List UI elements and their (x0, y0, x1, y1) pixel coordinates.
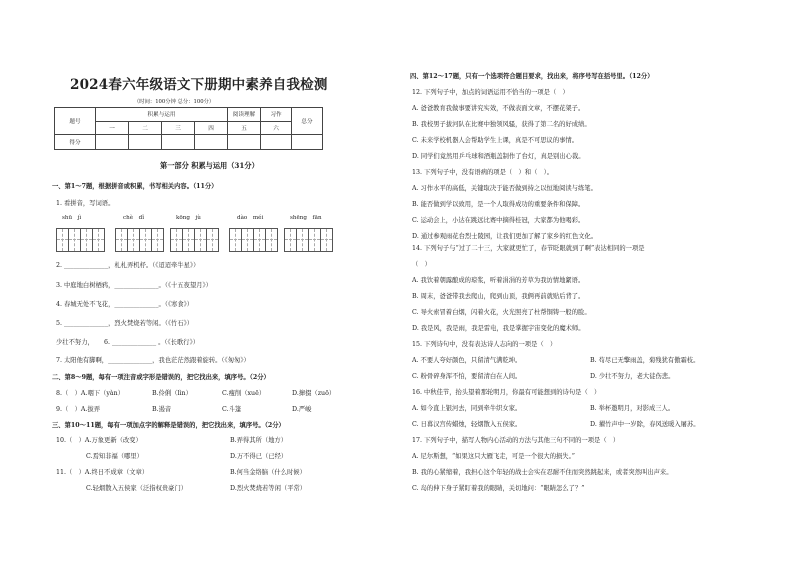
q8-prompt: 8.（ ）A.咽下（yàn） (56, 390, 125, 397)
question-7: 7. 太阳他有脚啊，______________，我也茫茫然跟着旋转。（《匆匆》） (56, 357, 250, 364)
score-header-total: 总分 (292, 108, 323, 135)
q8-option-b: B.伶俐（lìn） (152, 390, 192, 397)
q8-option-d: D.撺掇（zuō） (292, 390, 336, 397)
writing-grid-2[interactable] (115, 228, 164, 252)
score-cell[interactable] (261, 135, 292, 150)
q11-option-b: B.何当金络脑（什么时候） (230, 469, 306, 476)
pinyin-5: shēng fān (290, 215, 322, 221)
pinyin-4: dào méi (237, 215, 264, 221)
q9-option-c: C.斗篷 (222, 406, 242, 413)
writing-grid-3[interactable] (170, 228, 219, 252)
pinyin-1: shū jì (62, 215, 82, 221)
q13-option-c: C. 运动会上，小达在跳远比赛中摘得桂冠，大家都为他喝彩。 (412, 217, 585, 224)
q10-prompt: 10.（ ）A.万象更新（改变） (56, 437, 142, 444)
section4-heading: 四、第12～17题，只有一个选项符合题目要求，找出来，将序号写在括号里。（12分） (410, 73, 654, 80)
score-row-label: 得分 (55, 135, 96, 150)
q14-paren: （ ） (412, 261, 431, 268)
q17-option-c: C. 岛的伸下身子紧盯着我的眼睛，关切地问：“眼睛怎么了？” (412, 485, 585, 492)
q12-option-a: A. 爸爸教育我做事要讲究实效，不做表面文章，不摆花架子。 (412, 105, 585, 112)
q13-option-a: A. 习作水平的高低，关键取决于能否做到持之以恒地阅读与练笔。 (412, 185, 597, 192)
score-col-6: 六 (261, 121, 292, 135)
score-table (54, 107, 323, 150)
question-5: 5. ______________，烈火焚烧若等闲。（《竹石》） (56, 320, 194, 327)
q10-option-b: B.弄得其所（地方） (230, 437, 288, 444)
section1-heading: 一、第1～7题，根据拼音或积累，书写相关内容。（11分） (52, 183, 218, 190)
q15-option-a: A. 不要人夸好颜色，只留清气满乾坤。 (412, 357, 522, 364)
q9-option-d: D.严峻 (292, 406, 312, 413)
score-col-5: 五 (228, 121, 261, 135)
q17-option-b: B. 我的心紧缩着，我担心这个年轻的战士会实在忍耐不住而突然跳起来，或者突然叫出声来。 (412, 469, 673, 476)
q14-option-c: C. 导火索冒着白烟，闪着火花，火光照亮了杜帮铜铸一般的脸。 (412, 309, 591, 316)
writing-grid-1[interactable] (56, 228, 105, 252)
q9-prompt: 9.（ ）A.拔弄 (56, 406, 101, 413)
score-col-4: 四 (195, 121, 228, 135)
part1-heading: 第一部分 积累与运用（31分） (160, 161, 259, 170)
question-15: 15. 下列诗句中，没有表达诗人志向的一项是（ ） (412, 341, 557, 348)
q14-option-a: A. 我饮着朝露酿成的琼浆，听着涓涓的芳草为我访情地絮语。 (412, 277, 585, 284)
score-cell[interactable] (195, 135, 228, 150)
question-12: 12. 下列句子中，加点的词语运用不恰当的一项是（ ） (412, 89, 569, 96)
q15-option-d: D. 少壮不努力，老大徒伤悲。 (590, 373, 675, 380)
writing-grid-4[interactable] (229, 228, 278, 252)
q14-option-b: B. 周末，爸爸带我去爬山，爬到山顶，我俩再前就贴后背了。 (412, 293, 585, 300)
writing-grid-5[interactable] (284, 228, 333, 252)
q13-option-b: B. 能否做到学以致用，是一个人取得成功的重要条件和保障。 (412, 201, 585, 208)
score-cell[interactable] (228, 135, 261, 150)
q10-option-d: D.万不得已（已经） (230, 453, 288, 460)
section3-heading: 三、第10～11题，每有一项加点字的解释是错误的，把它找出来，填序号。（2分） (52, 422, 285, 429)
score-cell[interactable] (162, 135, 195, 150)
pinyin-3: kōng jù (176, 215, 201, 221)
q17-option-a: A. 尼尔斯想，“如果这只大雁飞走，可是一个很大的损失。” (412, 453, 575, 460)
score-col-3: 三 (162, 121, 195, 135)
q15-option-b: B. 苟尽已无擎雨盖，菊残犹有傲霜枝。 (590, 357, 700, 364)
score-header-number: 题号 (55, 108, 96, 135)
question-2: 2. ______________，札札弄机杼。（《迢迢牵牛星》） (56, 262, 200, 269)
score-cell[interactable] (96, 135, 129, 150)
q16-option-b: B. 举杯邀明月，对影成三人。 (590, 405, 675, 412)
question-3: 3. 中庭地白树栖鸦，______________。（《十五夜望月》） (56, 282, 212, 289)
q11-option-d: D.烈火焚烧若等闲（平常） (230, 485, 307, 492)
question-4: 4. 春城无处不飞花，______________。（《寒食》） (56, 301, 194, 308)
question-6: 6. ______________ 。（《长歌行》） (104, 339, 200, 346)
q12-option-d: D. 同学们竟然用乒乓球和酒瓶盖制作了台灯，真是别出心裁。 (412, 153, 585, 160)
question-13: 13. 下列句子中，没有语病的项是（ ）和（ ）。 (412, 169, 554, 176)
question-14: 14. 下列句子与“过了二十三，大家就更忙了，春节眨眼就到了啊”表达相同的一项是 (412, 245, 645, 252)
score-col-1: 一 (96, 121, 129, 135)
q15-option-c: C. 粉骨碎身浑不怕，要留清白在人间。 (412, 373, 522, 380)
section2-heading: 二、第8～9题，每有一项注音或字形是错误的，把它找出来，填序号。（2分） (52, 374, 270, 381)
q16-option-a: A. 如今直上银河去，同到牵牛织女家。 (412, 405, 522, 412)
score-header-writing: 习作 (261, 108, 292, 122)
exam-title: 2024春六年级语文下册期中素养自我检测 (70, 77, 328, 93)
exam-subtitle: （时间：100分钟 总分：100分） (134, 99, 215, 105)
q13-option-d: D. 通过参观雨花台烈士陵园，让我们更加了解了家乡的红色文化。 (412, 233, 598, 240)
q16-option-c: C. 日暮汉宫传蜡烛，轻烟散入五侯家。 (412, 421, 522, 428)
q16-option-d: D. 擢竹声中一岁除，春风送暖入屠苏。 (590, 421, 700, 428)
question-16: 16. 中秋佳节，抬头望着那轮明月，你最有可能想到的诗句是（ ） (412, 389, 601, 396)
q11-prompt: 11.（ ）A.终日不成章（文章） (56, 469, 149, 476)
score-cell[interactable] (292, 135, 323, 150)
score-header-reading: 阅读理解 (228, 108, 261, 122)
q14-option-d: D. 我是风，我是雨，我是雷电，我是掌握宇宙变化的魔术师。 (412, 325, 585, 332)
score-cell[interactable] (129, 135, 162, 150)
q12-option-c: C. 未来学校机器人会帮助学生上课，真是不可思议的事情。 (412, 137, 579, 144)
q11-option-c: C.轻烟散入五侯家（泛指权贵豪门） (86, 485, 188, 492)
score-col-2: 二 (129, 121, 162, 135)
question-17: 17. 下列句子中，描写人物内心活动的方法与其他三句不同的一项是（ ） (412, 437, 620, 444)
question-1: 1. 看拼音，写词语。 (56, 200, 115, 207)
q12-option-b: B. 我校男子拔河队在比赛中独领风骚，获得了第二名的好成绩。 (412, 121, 591, 128)
question-6-prefix: 少壮不努力， (56, 339, 94, 346)
q8-option-c: C.瘦削（xuē） (222, 390, 266, 397)
q10-option-c: C.焉知非福（哪里） (86, 453, 143, 460)
score-header-accumulate: 积累与运用 (96, 108, 228, 122)
pinyin-2: chè dǐ (123, 215, 145, 221)
q9-option-b: B.遏音 (152, 406, 172, 413)
